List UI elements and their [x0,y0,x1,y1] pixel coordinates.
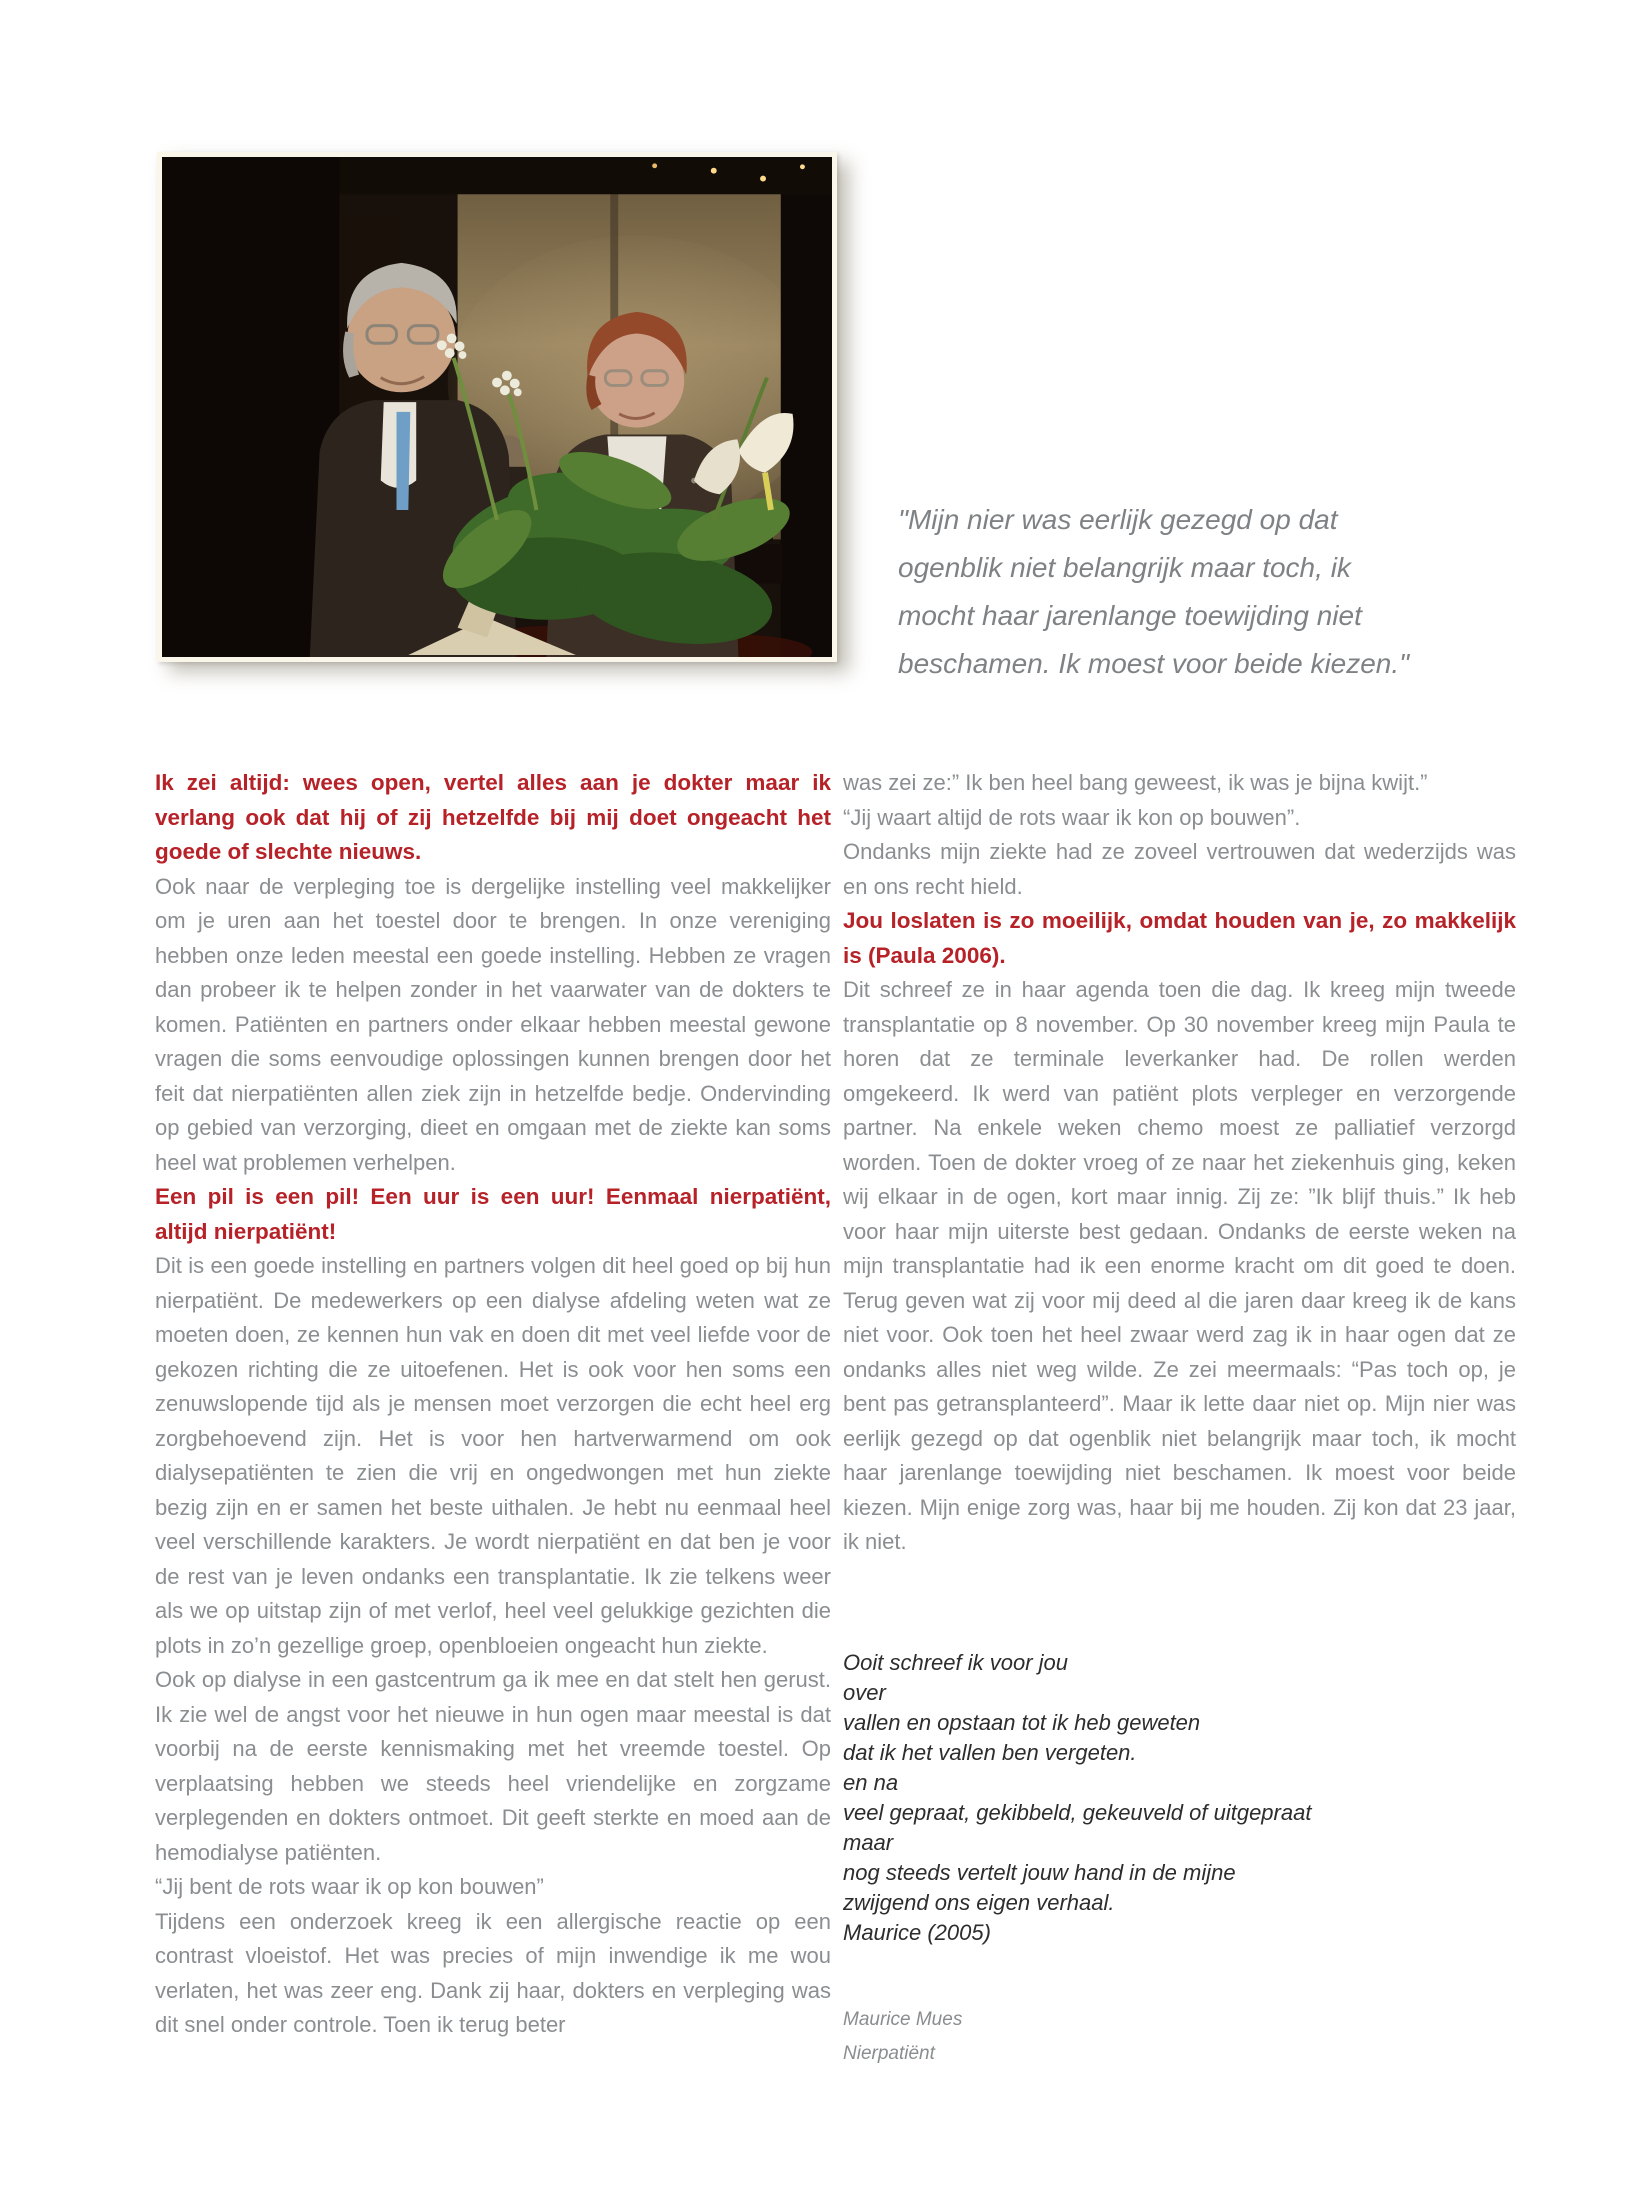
left-column [155,766,831,2043]
pull-quote-line: beschamen. Ik moest voor beide kiezen." [898,648,1410,679]
right-quote-line: “Jij waart altijd de rots waar ik kon op bouwen”. [843,804,1301,830]
poem-line: Maurice (2005) [843,1919,991,1945]
poem-line: maar [843,1829,894,1855]
photo-image [162,157,832,657]
left-paragraph-verpleging: Ook naar de verpleging toe is dergelijke instelling veel makkelijker om je uren aan het toestel door te brengen. In onze vereniging hebben onze leden meestal een goede instelling. Hebben ze vragen dan probeer ik te helpen zonder in het vaarwater van de dokters te komen. Patiënten en partners onder elkaar hebben meestal gewone vragen die soms eenvoudige oplossingen kunnen brengen door het feit dat nierpatiënten allen ziek zijn in hetzelfde bedje. Ondervinding op gebied van verzorging, dieet en omgaan met de ziekte kan soms heel wat problemen verhelpen. [155,873,831,1175]
author-name: Maurice Mues [843,2008,963,2030]
poem-line: veel gepraat, gekibbeld, gekeuveld of uitgepraat [843,1799,1312,1825]
right-heading-loslaten: Jou loslaten is zo moeilijk, omdat houden van je, zo makkelijk is (Paula 2006). [843,908,1516,968]
poem-line: Ooit schreef ik voor jou [843,1649,1068,1675]
poem-line: dat ik het vallen ben vergeten. [843,1739,1137,1765]
poem-line: nog steeds vertelt jouw hand in de mijne [843,1859,1236,1885]
left-heading-open: Ik zei altijd: wees open, vertel alles aan je dokter maar ik verlang ook dat hij of zij hetzelfde bij mij doet ongeacht het goede of slechte nieuws. [155,770,831,864]
pull-quote-line: "Mijn nier was eerlijk gezegd op dat [898,504,1338,535]
left-quote-line: “Jij bent de rots waar ik op kon bouwen” [155,1874,544,1899]
left-paragraph-onderzoek: Tijdens een onderzoek kreeg ik een allergische reactie op een contrast vloeistof. Het was precies of mijn inwendige ik me wou verlaten, het was zeer eng. Dank zij haar, dokters en verpleging was dit snel onder controle. Toen ik terug beter [155,1908,831,2037]
left-paragraph-gastcentrum: Ook op dialyse in een gastcentrum ga ik mee en dat stelt hen gerust. Ik zie wel de angst voor het nieuwe in hun ogen maar meestal is dat voorbij na de eerste kennismaking met het vreemde toestel. Op verplaatsing hebben we steeds heel vriendelijke en zorgzame verplegenden en dokters ontmoet. Dit geeft sterkte en moed aan de hemodialyse patiënten. [155,1667,831,1865]
right-paragraph-agenda: Dit schreef ze in haar agenda toen die dag. Ik kreeg mijn tweede transplantatie op 8 november. Op 30 november kreeg mijn Paula te horen dat ze terminale leverkanker had. De rollen werden omgekeerd. Ik werd van patiënt plots verpleger en verzorgende partner. Na enkele weken chemo moest ze palliatief verzorgd worden. Toen de dokter vroeg of ze naar het ziekenhuis ging, keken wij elkaar in de ogen, kort maar innig. Zij ze: ”Ik blijf thuis.” Ik heb voor haar mijn uiterste best gedaan. Ondanks de eerste weken na mijn transplantatie had ik een enorme kracht om dit goed te doen. Terug geven wat zij voor mij deed al die jaren daar kreeg ik de kans niet voor. Ook toen het heel zwaar werd zag ik in haar ogen dat ze ondanks alles niet weg wilde. Ze zei meermaals: “Pas toch op, je bent pas getransplanteerd”. Maar ik lette daar niet op. Mijn nier was eerlijk gezegd op dat ogenblik niet belangrijk maar toch, ik mocht haar jarenlange toewijding niet beschamen. Ik moest voor beide kiezen. Mijn enige zorg was, haar bij me houden. Zij kon dat 23 jaar, ik niet. [843,977,1516,1554]
poem-line: over [843,1679,886,1705]
pull-quote [898,496,1483,688]
poem-line: en na [843,1769,899,1795]
pull-quote-line: ogenblik niet belangrijk maar toch, ik [898,552,1351,583]
author-role: Nierpatiënt [843,2042,935,2064]
pull-quote-line: mocht haar jarenlange toewijding niet [898,600,1362,631]
poem-line: zwijgend ons eigen verhaal. [843,1889,1115,1915]
right-paragraph-vertrouwen: Ondanks mijn ziekte had ze zoveel vertrouwen dat wederzijds was en ons recht hield. [843,839,1516,899]
author-block [843,2003,1516,2071]
poem [843,1648,1516,1948]
left-heading-pil: Een pil is een pil! Een uur is een uur! Eenmaal nierpatiënt, altijd nierpatiënt! [155,1184,831,1244]
left-paragraph-instelling: Dit is een goede instelling en partners volgen dit heel goed op bij hun nierpatiënt. De medewerkers op een dialyse afdeling weten wat ze moeten doen, ze kennen hun vak en doen dit met veel liefde voor de gekozen richting die ze uitoefenen. Het is ook voor hen soms een zenuwslopende tijd als je mensen moet verzorgen die echt heel erg zorgbehoevend zijn. Het is voor hen hartverwarmend om ook dialysepatiënten te zien die vrij en ongedwongen met hun ziekte bezig zijn en er samen het beste uithalen. Je hebt nu eenmaal heel veel verschillende karakters. Je wordt nierpatiënt en dat ben je voor de rest van je leven ondanks een transplantatie. Ik zie telkens weer als we op uitstap zijn of met verlof, heel veel gelukkige gezichten die plots in zo’n gezellige groep, openbloeien ongeacht hun ziekte. [155,1253,831,1658]
poem-line: vallen en opstaan tot ik heb geweten [843,1709,1201,1735]
right-paragraph-continuation: was zei ze:” Ik ben heel bang geweest, ik was je bijna kwijt.” [843,770,1428,795]
photo [157,152,837,662]
right-column [843,766,1516,2071]
